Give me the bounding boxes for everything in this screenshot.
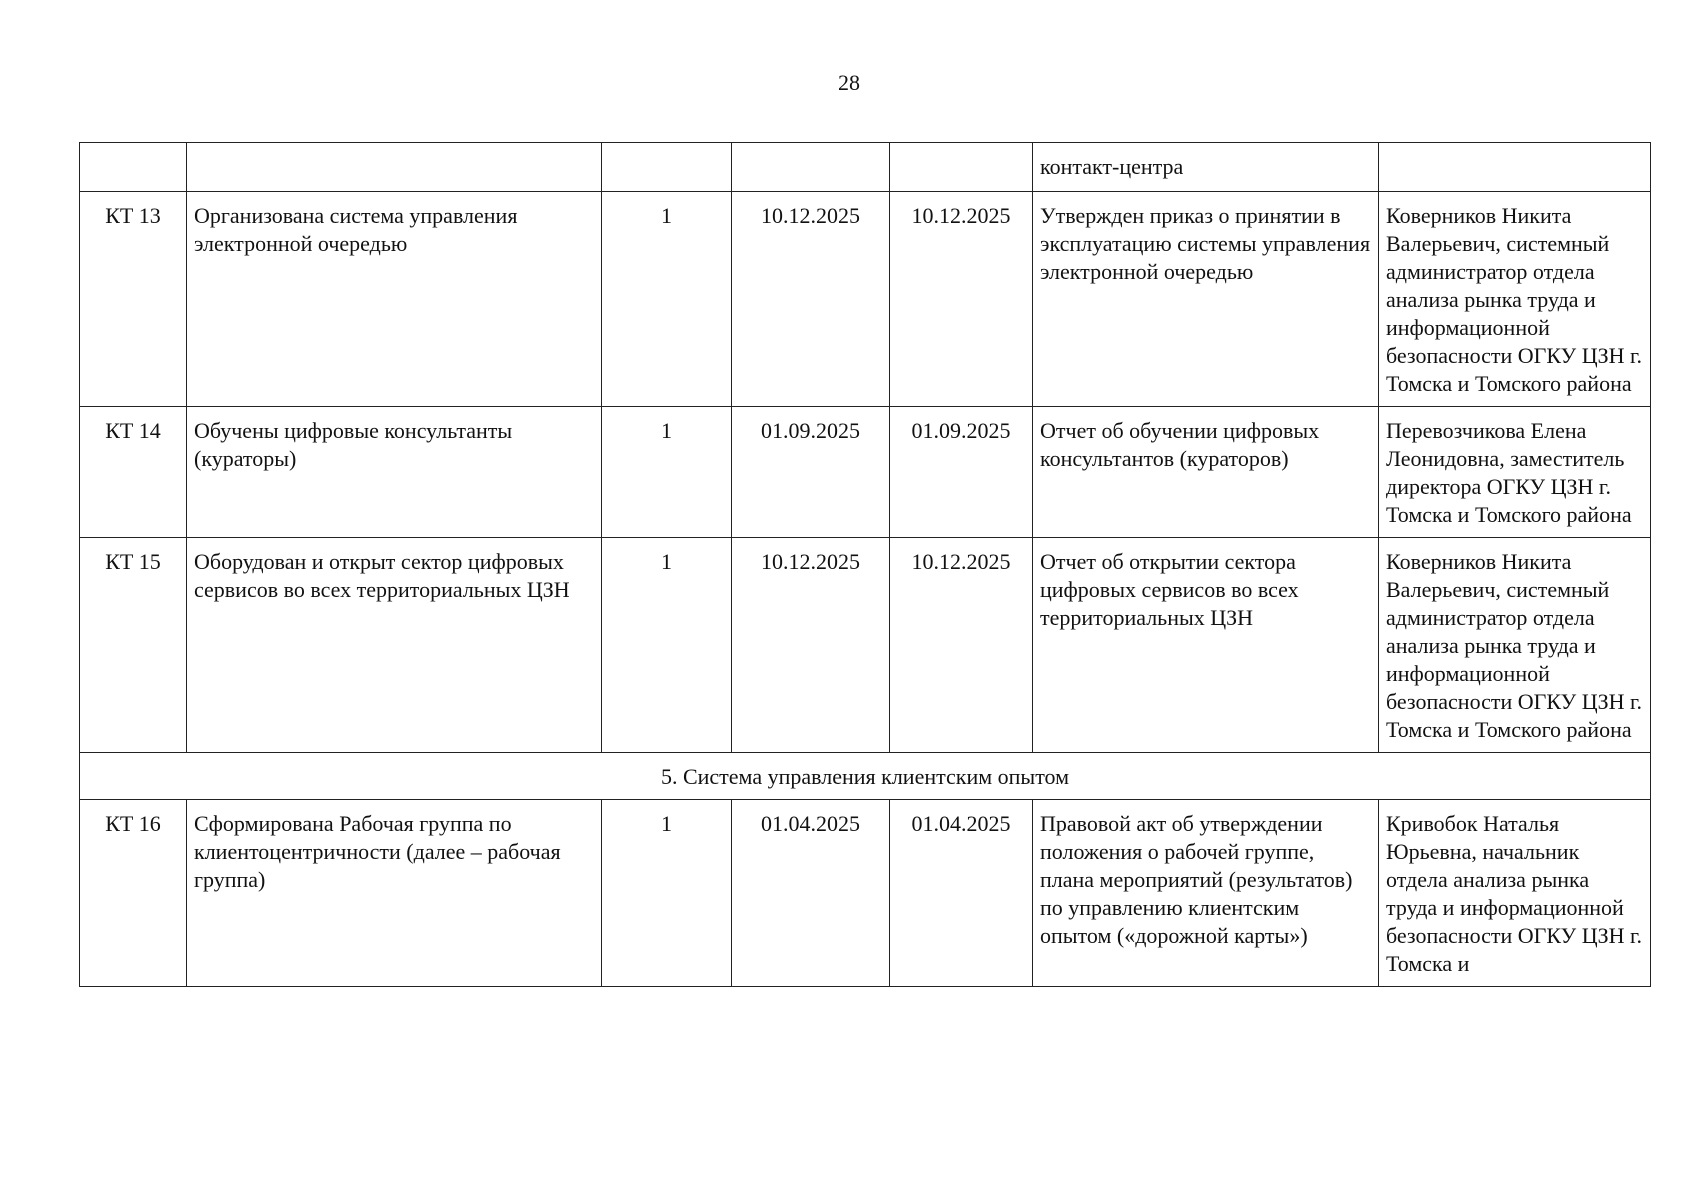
table-row-continuation	[80, 143, 1651, 192]
cell-end-date	[890, 143, 1033, 192]
cell-start-date	[732, 143, 890, 192]
cell-document: Правовой акт об утверждении положения о рабочей группе, плана мероприятий (результатов) по управлению клиентским опытом («дорожной карты»)	[1033, 800, 1379, 987]
cell-name: Оборудован и открыт сектор цифровых сервисов во всех территориальных ЦЗН	[187, 538, 602, 753]
cell-qty: 1	[602, 192, 732, 407]
cell-name: Организована система управления электронной очередью	[187, 192, 602, 407]
table-row	[80, 538, 1651, 753]
cell-end-date: 01.09.2025	[890, 407, 1033, 538]
cell-responsible: Коверников Никита Валерьевич, системный администратор отдела анализа рынка труда и информационной безопасности ОГКУ ЦЗН г. Томска и Томского района	[1379, 192, 1651, 407]
cell-name: Обучены цифровые консультанты (кураторы)	[187, 407, 602, 538]
table-row	[80, 192, 1651, 407]
cell-document: Утвержден приказ о принятии в эксплуатацию системы управления электронной очередью	[1033, 192, 1379, 407]
cell-name: Сформирована Рабочая группа по клиентоцентричности (далее – рабочая группа)	[187, 800, 602, 987]
cell-name	[187, 143, 602, 192]
cell-document: контакт-центра	[1033, 143, 1379, 192]
cell-code: КТ 14	[80, 407, 187, 538]
cell-document: Отчет об открытии сектора цифровых сервисов во всех территориальных ЦЗН	[1033, 538, 1379, 753]
cell-qty	[602, 143, 732, 192]
cell-document: Отчет об обучении цифровых консультантов (кураторов)	[1033, 407, 1379, 538]
cell-end-date: 10.12.2025	[890, 538, 1033, 753]
cell-responsible: Перевозчикова Елена Леонидовна, заместитель директора ОГКУ ЦЗН г. Томска и Томского района	[1379, 407, 1651, 538]
cell-start-date: 01.09.2025	[732, 407, 890, 538]
cell-responsible: Коверников Никита Валерьевич, системный администратор отдела анализа рынка труда и информационной безопасности ОГКУ ЦЗН г. Томска и Томского района	[1379, 538, 1651, 753]
cell-code: КТ 16	[80, 800, 187, 987]
cell-code: КТ 13	[80, 192, 187, 407]
page-number: 28	[838, 70, 860, 95]
cell-responsible: Кривобок Наталья Юрьевна, начальник отдела анализа рынка труда и информационной безопасности ОГКУ ЦЗН г. Томска и	[1379, 800, 1651, 987]
cell-start-date: 10.12.2025	[732, 192, 890, 407]
cell-end-date: 01.04.2025	[890, 800, 1033, 987]
cell-qty: 1	[602, 538, 732, 753]
table-row	[80, 407, 1651, 538]
cell-end-date: 10.12.2025	[890, 192, 1033, 407]
cell-start-date: 01.04.2025	[732, 800, 890, 987]
cell-code: КТ 15	[80, 538, 187, 753]
cell-start-date: 10.12.2025	[732, 538, 890, 753]
cell-qty: 1	[602, 800, 732, 987]
table-row	[80, 800, 1651, 987]
section-title: 5. Система управления клиентским опытом	[80, 753, 1651, 800]
section-header-row	[80, 753, 1651, 800]
control-points-table	[79, 142, 1651, 987]
cell-qty: 1	[602, 407, 732, 538]
cell-code	[80, 143, 187, 192]
cell-responsible	[1379, 143, 1651, 192]
